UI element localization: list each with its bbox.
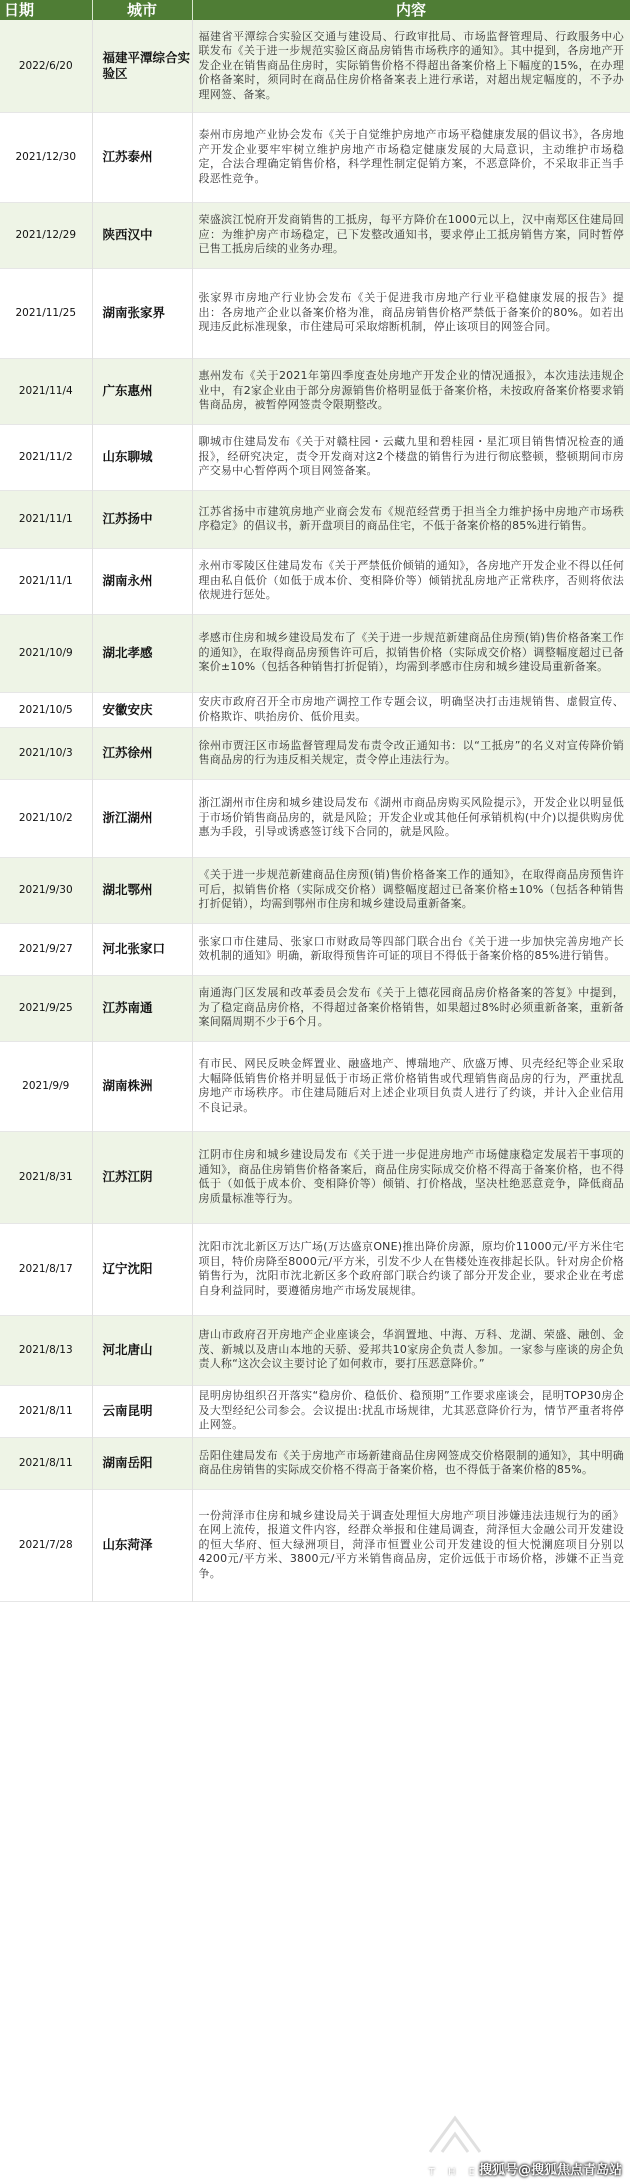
row-city: 安徽安庆 (92, 692, 192, 727)
table-row (0, 202, 630, 268)
row-date: 2021/8/11 (0, 1385, 92, 1437)
row-content: 孝感市住房和城乡建设局发布了《关于进一步规范新建商品住房预(销)售价格备案工作的通知》，在取得商品房预售许可后，拟销售价格（实际成交价格）调整幅度超过已备案价±10%（包括各种销售打折促销），均需到孝感市住房和城乡建设局重新备案。 (198, 631, 624, 674)
row-city: 江苏江阴 (92, 1131, 192, 1223)
table-row (0, 424, 630, 490)
row-date: 2021/11/1 (0, 548, 92, 614)
row-content: 唐山市政府召开房地产企业座谈会，华润置地、中海、万科、龙湖、荣盛、融创、金茂、新城以及唐山本地的天骄、爱邦共10家房企负责人参加。一家参与座谈的房企负责人称“这次会议主要讨论了如何救市，要打压恶意降价。” (198, 1328, 624, 1371)
row-city: 江苏南通 (92, 975, 192, 1041)
row-content: 张家界市房地产行业协会发布《关于促进我市房地产行业平稳健康发展的报告》提出：各房地产企业以备案价格为准，商品房销售价格严禁低于备案价的80%。如若出现违反此标准现象，市住建局可采取熔断机制，停止该项目的网签合同。 (198, 291, 624, 334)
row-content: 聊城市住建局发布《关于对赣柱园・云藏九里和碧桂园・星汇项目销售情况检查的通报》，经研究决定，责令开发商对这2个楼盘的销售行为进行彻底整顿，整顿期间市房产交易中心暂停两个项目网签备案。 (198, 435, 624, 478)
table-row (0, 779, 630, 857)
table-row (0, 1489, 630, 1601)
row-city: 湖南岳阳 (92, 1437, 192, 1489)
row-date: 2021/11/2 (0, 424, 92, 490)
row-date: 2021/10/5 (0, 692, 92, 727)
row-content: 江阴市住房和城乡建设局发布《关于进一步促进房地产市场健康稳定发展若干事项的通知》，商品住房销售价格备案后，商品住房实际成交价格不得高于备案价格，也不得低于（如低于成本价、变相降价等）倾销、打价格战，坚决杜绝恶意竞争，降低商品房质量标准等行为。 (198, 1148, 624, 1205)
row-city: 湖北鄂州 (92, 857, 192, 923)
table-row (0, 727, 630, 779)
table-row (0, 692, 630, 727)
watermark: 搜狐号@搜狐焦点青岛站 (478, 2163, 622, 2178)
row-date: 2021/9/27 (0, 923, 92, 975)
watermark-letters: T H E (428, 2167, 480, 2178)
row-date: 2021/9/25 (0, 975, 92, 1041)
row-city: 陕西汉中 (92, 202, 192, 268)
row-date: 2021/9/9 (0, 1041, 92, 1131)
table-row (0, 548, 630, 614)
table-row (0, 1315, 630, 1385)
row-content: 沈阳市沈北新区万达广场(万达盛京ONE)推出降价房源，原均价11000元/平方米住宅项目，特价房降至8000元/平方米，引发不少人在售楼处连夜排起长队。针对房企价格销售行为，沈阳市沈北新区多个政府部门联合约谈了部分开发企业，要求企业在考虑自身利益同时，要遵循房地产市场发展规律。 (198, 1240, 624, 1297)
row-content: 惠州发布《关于2021年第四季度查处房地产开发企业的情况通报》，本次违法违规企业中，有2家企业由于部分房源销售价格明显低于备案价格，未按政府备案价格要求销售商品房，被暂停网签责令限期整改。 (198, 369, 624, 412)
table-row (0, 614, 630, 692)
row-city: 山东聊城 (92, 424, 192, 490)
row-date: 2021/8/17 (0, 1223, 92, 1315)
row-content: 浙江湖州市住房和城乡建设局发布《湖州市商品房购买风险提示》，开发企业以明显低于市场价销售商品房的，就是风险；开发企业或其他任何承销机构(中介)以提供购房优惠为手段，引导或诱惑签订线下合同的，就是风险。 (198, 796, 624, 839)
row-date: 2021/10/9 (0, 614, 92, 692)
row-city: 江苏扬中 (92, 490, 192, 548)
row-city: 辽宁沈阳 (92, 1223, 192, 1315)
row-city: 湖北孝感 (92, 614, 192, 692)
row-content: 张家口市住建局、张家口市财政局等四部门联合出台《关于进一步加快完善房地产长效机制的通知》明确，新取得预售许可证的项目不得低于备案价格的85%进行销售。 (198, 934, 624, 962)
table-row (0, 20, 630, 112)
row-date: 2021/11/25 (0, 268, 92, 358)
row-city: 浙江湖州 (92, 779, 192, 857)
row-date: 2021/11/4 (0, 358, 92, 424)
row-date: 2021/10/2 (0, 779, 92, 857)
row-date: 2021/12/29 (0, 202, 92, 268)
row-content: 福建省平潭综合实验区交通与建设局、行政审批局、市场监督管理局、行政服务中心联发布《关于进一步规范实验区商品房销售市场秩序的通知》。其中提到，各房地产开发企业在销售商品住房时，实际销售价格不得超出备案价格上下幅度的15%，在办理价格备案时，须同时在商品住房价格备案表上进行承诺，对超出规定幅度的，不予办理网签、备案。 (198, 29, 624, 101)
table-row (0, 1437, 630, 1489)
row-content: 安庆市政府召开全市房地产调控工作专题会议，明确坚决打击违规销售、虚假宣传、价格欺诈、哄抬房价、低价甩卖。 (198, 695, 624, 723)
row-content: 有市民、网民反映金辉置业、融盛地产、博瑞地产、欣盛万博、贝壳经纪等企业采取大幅降低销售价格并明显低于市场正常价格销售或代理销售商品房的行为，严重扰乱房地产市场秩序。市住建局随后对上述企业项目负责人进行了约谈，并计入企业信用不良记录。 (198, 1057, 624, 1114)
table-row (0, 358, 630, 424)
row-date: 2021/8/31 (0, 1131, 92, 1223)
header-content: 内容 (192, 0, 630, 20)
row-city: 江苏泰州 (92, 112, 192, 202)
row-city: 河北张家口 (92, 923, 192, 975)
table-row (0, 1223, 630, 1315)
row-city: 江苏徐州 (92, 727, 192, 779)
row-city: 湖南永州 (92, 548, 192, 614)
row-date: 2021/10/3 (0, 727, 92, 779)
row-content: 南通海门区发展和改革委员会发布《关于上德花园商品房价格备案的答复》中提到，为了稳定商品房价格，不得超过备案价格销售，如果超过8%时必须重新备案，重新备案间隔周期不少于6个月。 (198, 986, 624, 1029)
row-date: 2021/12/30 (0, 112, 92, 202)
table-body (0, 20, 630, 1601)
row-city: 山东菏泽 (92, 1489, 192, 1601)
row-content: 徐州市贾汪区市场监督管理局发布责令改正通知书：以“工抵房”的名义对宣传降价销售商品房的行为违反相关规定，责令停止违法行为。 (198, 738, 624, 766)
row-content: 泰州市房地产业协会发布《关于自觉维护房地产市场平稳健康发展的倡议书》，各房地产开发企业要牢牢树立维护房地产市场稳定健康发展的大局意识，主动维护市场稳定，合法合理确定销售价格，科学理性制定促销方案，不恶意降价，不采取非正当手段恶性竞争。 (198, 128, 624, 185)
row-city: 湖南张家界 (92, 268, 192, 358)
row-content: 永州市零陵区住建局发布《关于严禁低价倾销的通知》，各房地产开发企业不得以任何理由私自低价（如低于成本价、变相降价等）倾销扰乱房地产正常秩序，否则将依法依规进行惩处。 (198, 559, 624, 602)
row-date: 2021/7/28 (0, 1489, 92, 1601)
row-city: 湖南株洲 (92, 1041, 192, 1131)
row-content: 一份菏泽市住房和城乡建设局关于调查处理恒大房地产项目涉嫌违法违规行为的函》在网上流传，报道文件内容，经群众举报和住建局调查，菏泽恒大金融公司开发建设的恒大华府、恒大绿洲项目，菏泽市恒置业公司开发建设的恒大悦澜庭项目分别以4200元/平方米、3800元/平方米销售商品房，定价远低于市场价格，涉嫌不正当竞争。 (198, 1508, 624, 1580)
table-header-row (0, 0, 630, 20)
row-date: 2021/8/11 (0, 1437, 92, 1489)
watermark-logo-icon (420, 2112, 490, 2158)
table-row (0, 1385, 630, 1437)
table-row (0, 1131, 630, 1223)
table-row (0, 857, 630, 923)
row-date: 2021/8/13 (0, 1315, 92, 1385)
table-row (0, 1041, 630, 1131)
table-row (0, 923, 630, 975)
header-city: 城市 (92, 0, 192, 20)
table-row (0, 112, 630, 202)
row-city: 河北唐山 (92, 1315, 192, 1385)
row-date: 2021/11/1 (0, 490, 92, 548)
row-city: 广东惠州 (92, 358, 192, 424)
row-content: 昆明房协组织召开落实“稳房价、稳低价、稳预期”工作要求座谈会，昆明TOP30房企及大型经纪公司参会。会议提出:扰乱市场规律，尤其恶意降价行为，情节严重者将停止网签。 (198, 1389, 624, 1432)
row-date: 2021/9/30 (0, 857, 92, 923)
table-row (0, 490, 630, 548)
row-content: 岳阳住建局发布《关于房地产市场新建商品住房网签成交价格限制的通知》，其中明确商品住房销售的实际成交价格不得高于备案价格，也不得低于备案价格的85%。 (198, 1448, 624, 1476)
header-date: 日期 (0, 0, 92, 20)
table-row (0, 268, 630, 358)
row-content: 江苏省扬中市建筑房地产业商会发布《规范经营勇于担当全力维护扬中房地产市场秩序稳定》的倡议书，新开盘项目的商品住宅，不低于备案价格的85%进行销售。 (198, 504, 624, 532)
row-city: 云南昆明 (92, 1385, 192, 1437)
table-row (0, 975, 630, 1041)
row-content: 《关于进一步规范新建商品住房预(销)售价格备案工作的通知》，在取得商品房预售许可后，拟销售价格（实际成交价格）调整幅度超过已备案价格±10%（包括各种销售打折促销），均需到鄂州市住房和城乡建设局重新备案。 (198, 868, 624, 911)
row-city: 福建平潭综合实验区 (92, 20, 192, 112)
row-date: 2022/6/20 (0, 20, 92, 112)
row-content: 荣盛滨江悦府开发商销售的工抵房，每平方降价在1000元以上，汉中南郑区住建局回应：为维护房产市场稳定，已下发整改通知书，要求停止工抵房销售方案，同时暂停已售工抵房后续的业务办理。 (198, 213, 624, 256)
